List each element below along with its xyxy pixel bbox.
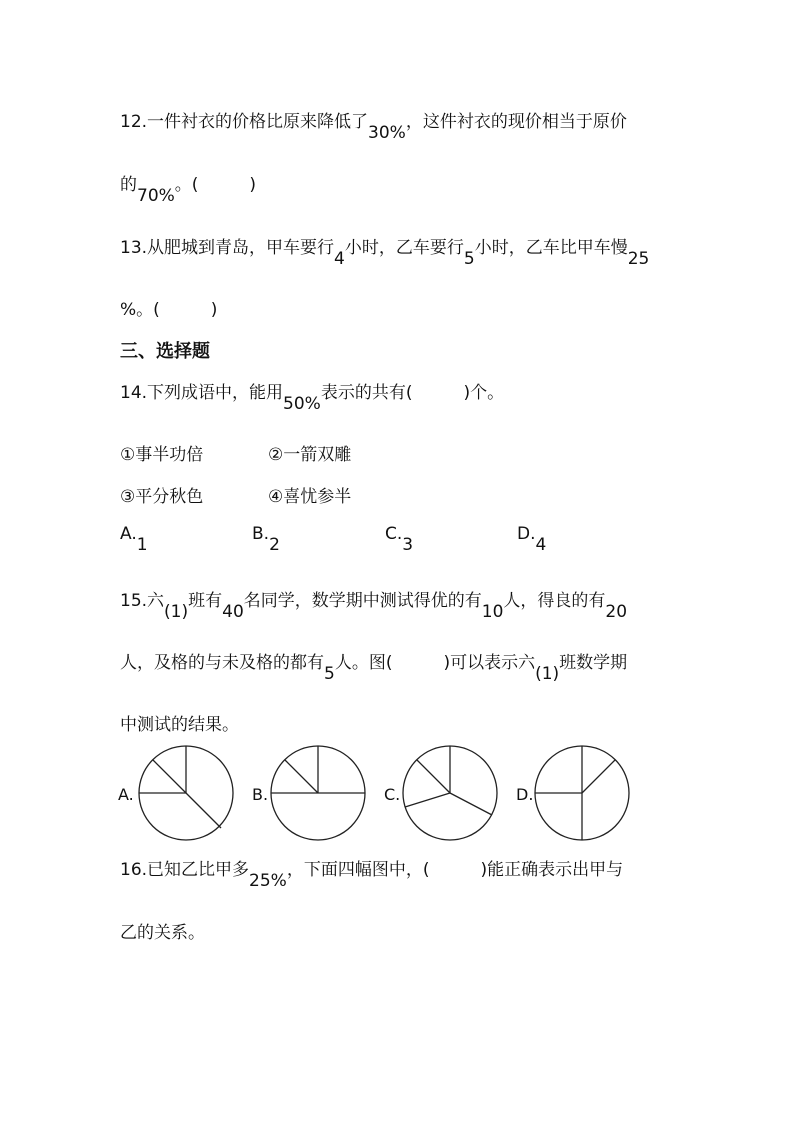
q12-text: 的	[120, 175, 137, 195]
q12-text: ，这件衬衣的现价相当于原价	[405, 112, 627, 132]
q13-text: 13.从肥城到青岛，甲车要行	[120, 238, 335, 258]
q15-text: 班有	[188, 591, 223, 611]
q16-text: 16.已知乙比甲多	[120, 860, 250, 880]
q13-text: 小时，乙车比甲车慢	[474, 238, 628, 258]
pie-label-b[interactable]: B.	[252, 785, 269, 804]
q13-number: 4	[334, 249, 345, 269]
idiom-item: ②一箭双雕	[268, 445, 352, 465]
q15-text: 15.六	[120, 591, 165, 611]
option-letter: C.	[385, 524, 403, 544]
q15-number: 5	[324, 664, 335, 684]
pie-label-d[interactable]: D.	[516, 785, 534, 804]
option-value: 2	[269, 535, 280, 555]
q15-number: 10	[481, 602, 504, 622]
section-title: 三、选择题	[120, 341, 210, 362]
option-value: 4	[535, 535, 547, 555]
idiom-item: ④喜忧参半	[268, 487, 352, 507]
q15-line3: 中测试的结果。	[120, 715, 239, 735]
idiom-item: ③平分秋色	[120, 487, 204, 507]
option-value: 1	[136, 535, 148, 555]
q14-answer-blank[interactable]: 表示的共有( )个。	[320, 383, 505, 403]
pie-label-c[interactable]: C.	[384, 785, 401, 804]
pie-options	[118, 745, 638, 845]
pie-chart-a[interactable]	[138, 745, 238, 845]
option-b[interactable]	[252, 524, 280, 555]
q12-percent: 70%	[137, 186, 175, 206]
option-c[interactable]	[385, 524, 414, 555]
option-letter: B.	[252, 524, 270, 544]
q16-percent: 25%	[249, 871, 287, 891]
q15-number: 20	[605, 602, 628, 622]
q15-number: 40	[222, 602, 244, 622]
q14-percent: 50%	[283, 394, 321, 414]
pie-chart-d[interactable]	[534, 745, 634, 845]
pie-chart-b[interactable]	[270, 745, 370, 845]
q12-text: 12.一件衬衣的价格比原来降低了	[120, 112, 369, 132]
q13-text: 小时，乙车要行	[344, 238, 464, 258]
q13-number: 5	[463, 249, 475, 269]
q15-text: 人，及格的与未及格的都有	[120, 653, 324, 673]
q15-answer-blank[interactable]: 人。图( )可以表示六	[334, 653, 536, 673]
pie-chart-c[interactable]	[402, 745, 502, 845]
option-value: 3	[402, 535, 414, 555]
q13-line1	[120, 233, 650, 269]
q14-line1	[120, 378, 505, 414]
q14-text: 14.下列成语中，能用	[120, 383, 284, 403]
q16-line1	[120, 855, 624, 891]
q13-number: 25	[627, 249, 650, 269]
q12-percent: 30%	[368, 123, 406, 143]
q12-line2	[120, 170, 257, 206]
option-letter: D.	[517, 524, 536, 544]
idiom-item: ①事半功倍	[120, 445, 204, 465]
q12-line1	[120, 107, 627, 143]
q15-text: 名同学，数学期中测试得优的有	[243, 591, 482, 611]
option-letter: A.	[120, 524, 137, 544]
q15-number: (1)	[164, 602, 189, 622]
q15-number: (1)	[535, 664, 560, 684]
pie-label-a[interactable]: A.	[118, 785, 134, 804]
q15-text: 班数学期	[559, 653, 628, 673]
q13-answer-blank[interactable]: %。( )	[120, 300, 218, 320]
option-d[interactable]	[517, 524, 547, 555]
q15-line1	[120, 586, 628, 622]
option-a[interactable]	[120, 524, 148, 555]
q12-answer-blank[interactable]: 。( )	[174, 175, 257, 195]
q16-line2: 乙的关系。	[120, 923, 205, 943]
q15-text: 人，得良的有	[503, 591, 606, 611]
q16-answer-blank[interactable]: ，下面四幅图中，( )能正确表示出甲与	[286, 860, 624, 880]
q15-line2	[120, 648, 628, 684]
